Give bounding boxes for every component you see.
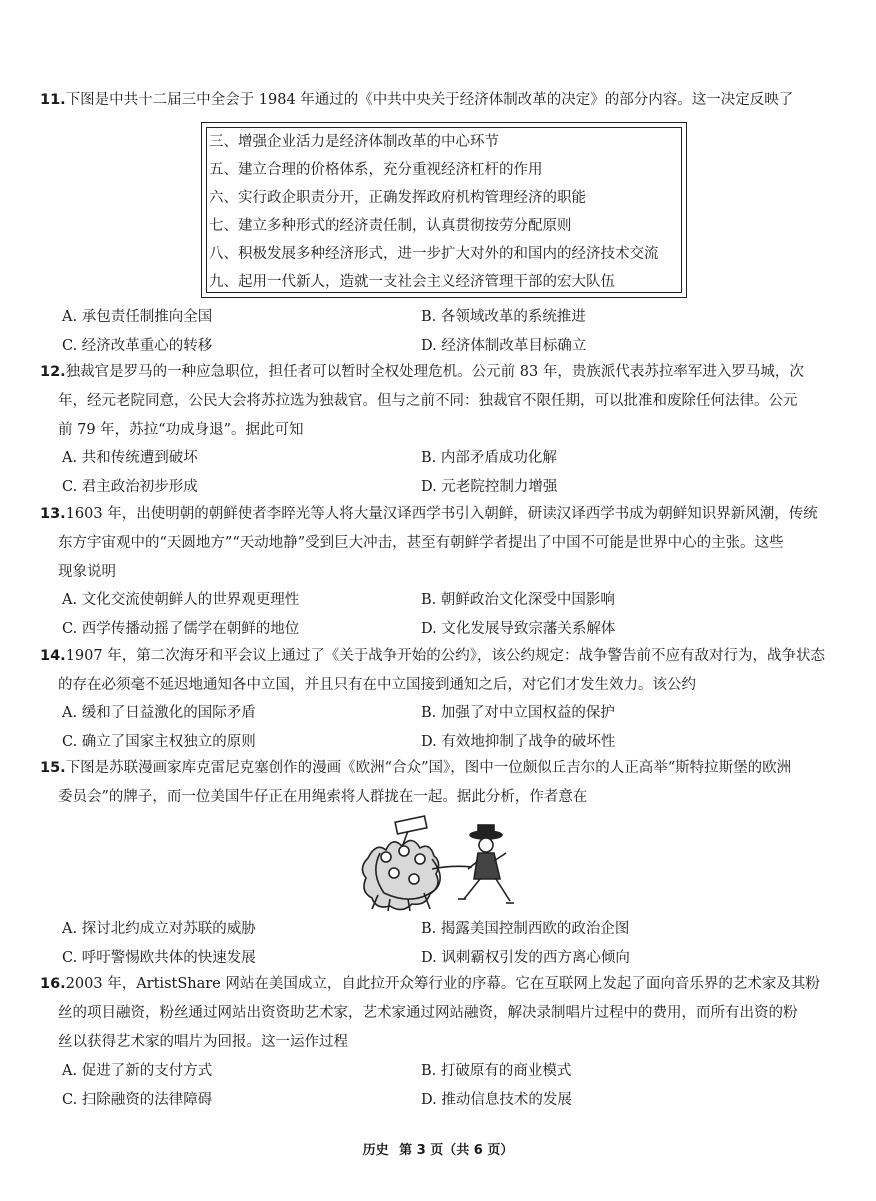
option-a[interactable]: A. 探讨北约成立对苏联的威胁 bbox=[62, 921, 256, 937]
question-stem-line: 东方宇宙观中的“天圆地方”“天动地静”受到巨大冲击，甚至有朝鲜学者提出了中国不可能是世界中心的主张。这些 bbox=[58, 535, 784, 551]
excerpt-item: 九、起用一代新人，造就一支社会主义经济管理干部的宏大队伍 bbox=[209, 274, 615, 290]
option-a[interactable]: A. 文化交流使朝鲜人的世界观更理性 bbox=[62, 592, 300, 608]
question-number: 14. bbox=[40, 648, 66, 664]
option-d[interactable]: D. 经济体制改革目标确立 bbox=[421, 338, 587, 354]
question-stem-line: 丝以获得艺术家的唱片为回报。这一运作过程 bbox=[58, 1034, 348, 1050]
option-a[interactable]: A. 促进了新的支付方式 bbox=[62, 1063, 213, 1079]
option-b[interactable]: B. 加强了对中立国权益的保护 bbox=[421, 705, 615, 721]
excerpt-item: 七、建立多种形式的经济责任制，认真贯彻按劳分配原则 bbox=[209, 218, 572, 234]
question-stem-line: 1603 年，出使明朝的朝鲜使者李睟光等人将大量汉译西学书引入朝鲜，研读汉译西学书成为朝鲜知识界新风潮，传统 bbox=[65, 506, 818, 522]
option-b[interactable]: B. 打破原有的商业模式 bbox=[421, 1063, 572, 1079]
excerpt-item: 八、积极发展多种经济形式，进一步扩大对外的和国内的经济技术交流 bbox=[209, 246, 659, 262]
footer-page-number: 第 3 页（共 6 页） bbox=[399, 1143, 514, 1158]
question-stem-line: 1907 年，第二次海牙和平会议上通过了《关于战争开始的公约》，该公约规定：战争警告前不应有敌对行为，战争状态 bbox=[65, 648, 825, 664]
option-b[interactable]: B. 朝鲜政治文化深受中国影响 bbox=[421, 592, 615, 608]
question-stem-line: 的存在必须毫不延迟地通知各中立国，并且只有在中立国接到通知之后，对它们才发生效力。该公约 bbox=[58, 677, 696, 693]
excerpt-item: 六、实行政企职责分开，正确发挥政府机构管理经济的职能 bbox=[209, 190, 586, 206]
political-cartoon-image bbox=[360, 813, 520, 913]
question-number: 13. bbox=[40, 506, 66, 522]
option-c[interactable]: C. 西学传播动摇了儒学在朝鲜的地位 bbox=[62, 621, 300, 637]
excerpt-item: 五、建立合理的价格体系，充分重视经济杠杆的作用 bbox=[209, 162, 543, 178]
decision-excerpt-box bbox=[201, 122, 687, 298]
footer-subject: 历史 bbox=[362, 1143, 389, 1158]
question-stem-line: 丝的项目融资，粉丝通过网站出资资助艺术家，艺术家通过网站融资，解决录制唱片过程中的费用，而所有出资的粉 bbox=[58, 1005, 798, 1021]
option-d[interactable]: D. 推动信息技术的发展 bbox=[421, 1092, 572, 1108]
question-stem-line: 下图是中共十二届三中全会于 1984 年通过的《中共中央关于经济体制改革的决定》的部分内容。这一决定反映了 bbox=[65, 92, 794, 108]
question-stem-line: 年，经元老院同意，公民大会将苏拉选为独裁官。但与之前不同：独裁官不限任期，可以批准和废除任何法律。公元 bbox=[58, 393, 798, 409]
option-a[interactable]: A. 承包责任制推向全国 bbox=[62, 309, 213, 325]
question-stem-line: 前 79 年，苏拉“功成身退”。据此可知 bbox=[58, 422, 304, 438]
option-d[interactable]: D. 元老院控制力增强 bbox=[421, 479, 558, 495]
option-b[interactable]: B. 各领域改革的系统推进 bbox=[421, 309, 586, 325]
option-a[interactable]: A. 共和传统遭到破坏 bbox=[62, 450, 198, 466]
option-b[interactable]: B. 揭露美国控制西欧的政治企图 bbox=[421, 921, 630, 937]
option-c[interactable]: C. 经济改革重心的转移 bbox=[62, 338, 213, 354]
question-number: 15. bbox=[40, 760, 66, 776]
option-d[interactable]: D. 讽刺霸权引发的西方离心倾向 bbox=[421, 950, 630, 966]
question-number: 12. bbox=[40, 364, 66, 380]
option-c[interactable]: C. 确立了国家主权独立的原则 bbox=[62, 734, 256, 750]
option-b[interactable]: B. 内部矛盾成功化解 bbox=[421, 450, 557, 466]
page-footer bbox=[0, 1139, 876, 1158]
option-c[interactable]: C. 扫除融资的法律障碍 bbox=[62, 1092, 213, 1108]
question-stem-line: 委员会”的牌子，而一位美国牛仔正在用绳索将人群拢在一起。据此分析，作者意在 bbox=[58, 789, 588, 805]
question-stem-line: 2003 年，ArtistShare 网站在美国成立，自此拉开众筹行业的序幕。它在互联网上发起了面向音乐界的艺术家及其粉 bbox=[65, 976, 820, 992]
option-c[interactable]: C. 君主政治初步形成 bbox=[62, 479, 198, 495]
question-stem-line: 独裁官是罗马的一种应急职位，担任者可以暂时全权处理危机。公元前 83 年，贵族派代表苏拉率军进入罗马城，次 bbox=[65, 364, 804, 380]
question-stem-line: 下图是苏联漫画家库克雷尼克塞创作的漫画《欧洲“合众”国》，图中一位颇似丘吉尔的人正高举“斯特拉斯堡的欧洲 bbox=[65, 760, 792, 776]
question-number: 16. bbox=[40, 976, 66, 992]
excerpt-item: 三、增强企业活力是经济体制改革的中心环节 bbox=[209, 134, 499, 150]
question-number: 11. bbox=[40, 92, 66, 108]
option-d[interactable]: D. 文化发展导致宗藩关系解体 bbox=[421, 621, 616, 637]
option-c[interactable]: C. 呼吁警惕欧共体的快速发展 bbox=[62, 950, 256, 966]
option-a[interactable]: A. 缓和了日益激化的国际矛盾 bbox=[62, 705, 256, 721]
question-stem-line: 现象说明 bbox=[58, 564, 116, 580]
option-d[interactable]: D. 有效地抑制了战争的破坏性 bbox=[421, 734, 616, 750]
